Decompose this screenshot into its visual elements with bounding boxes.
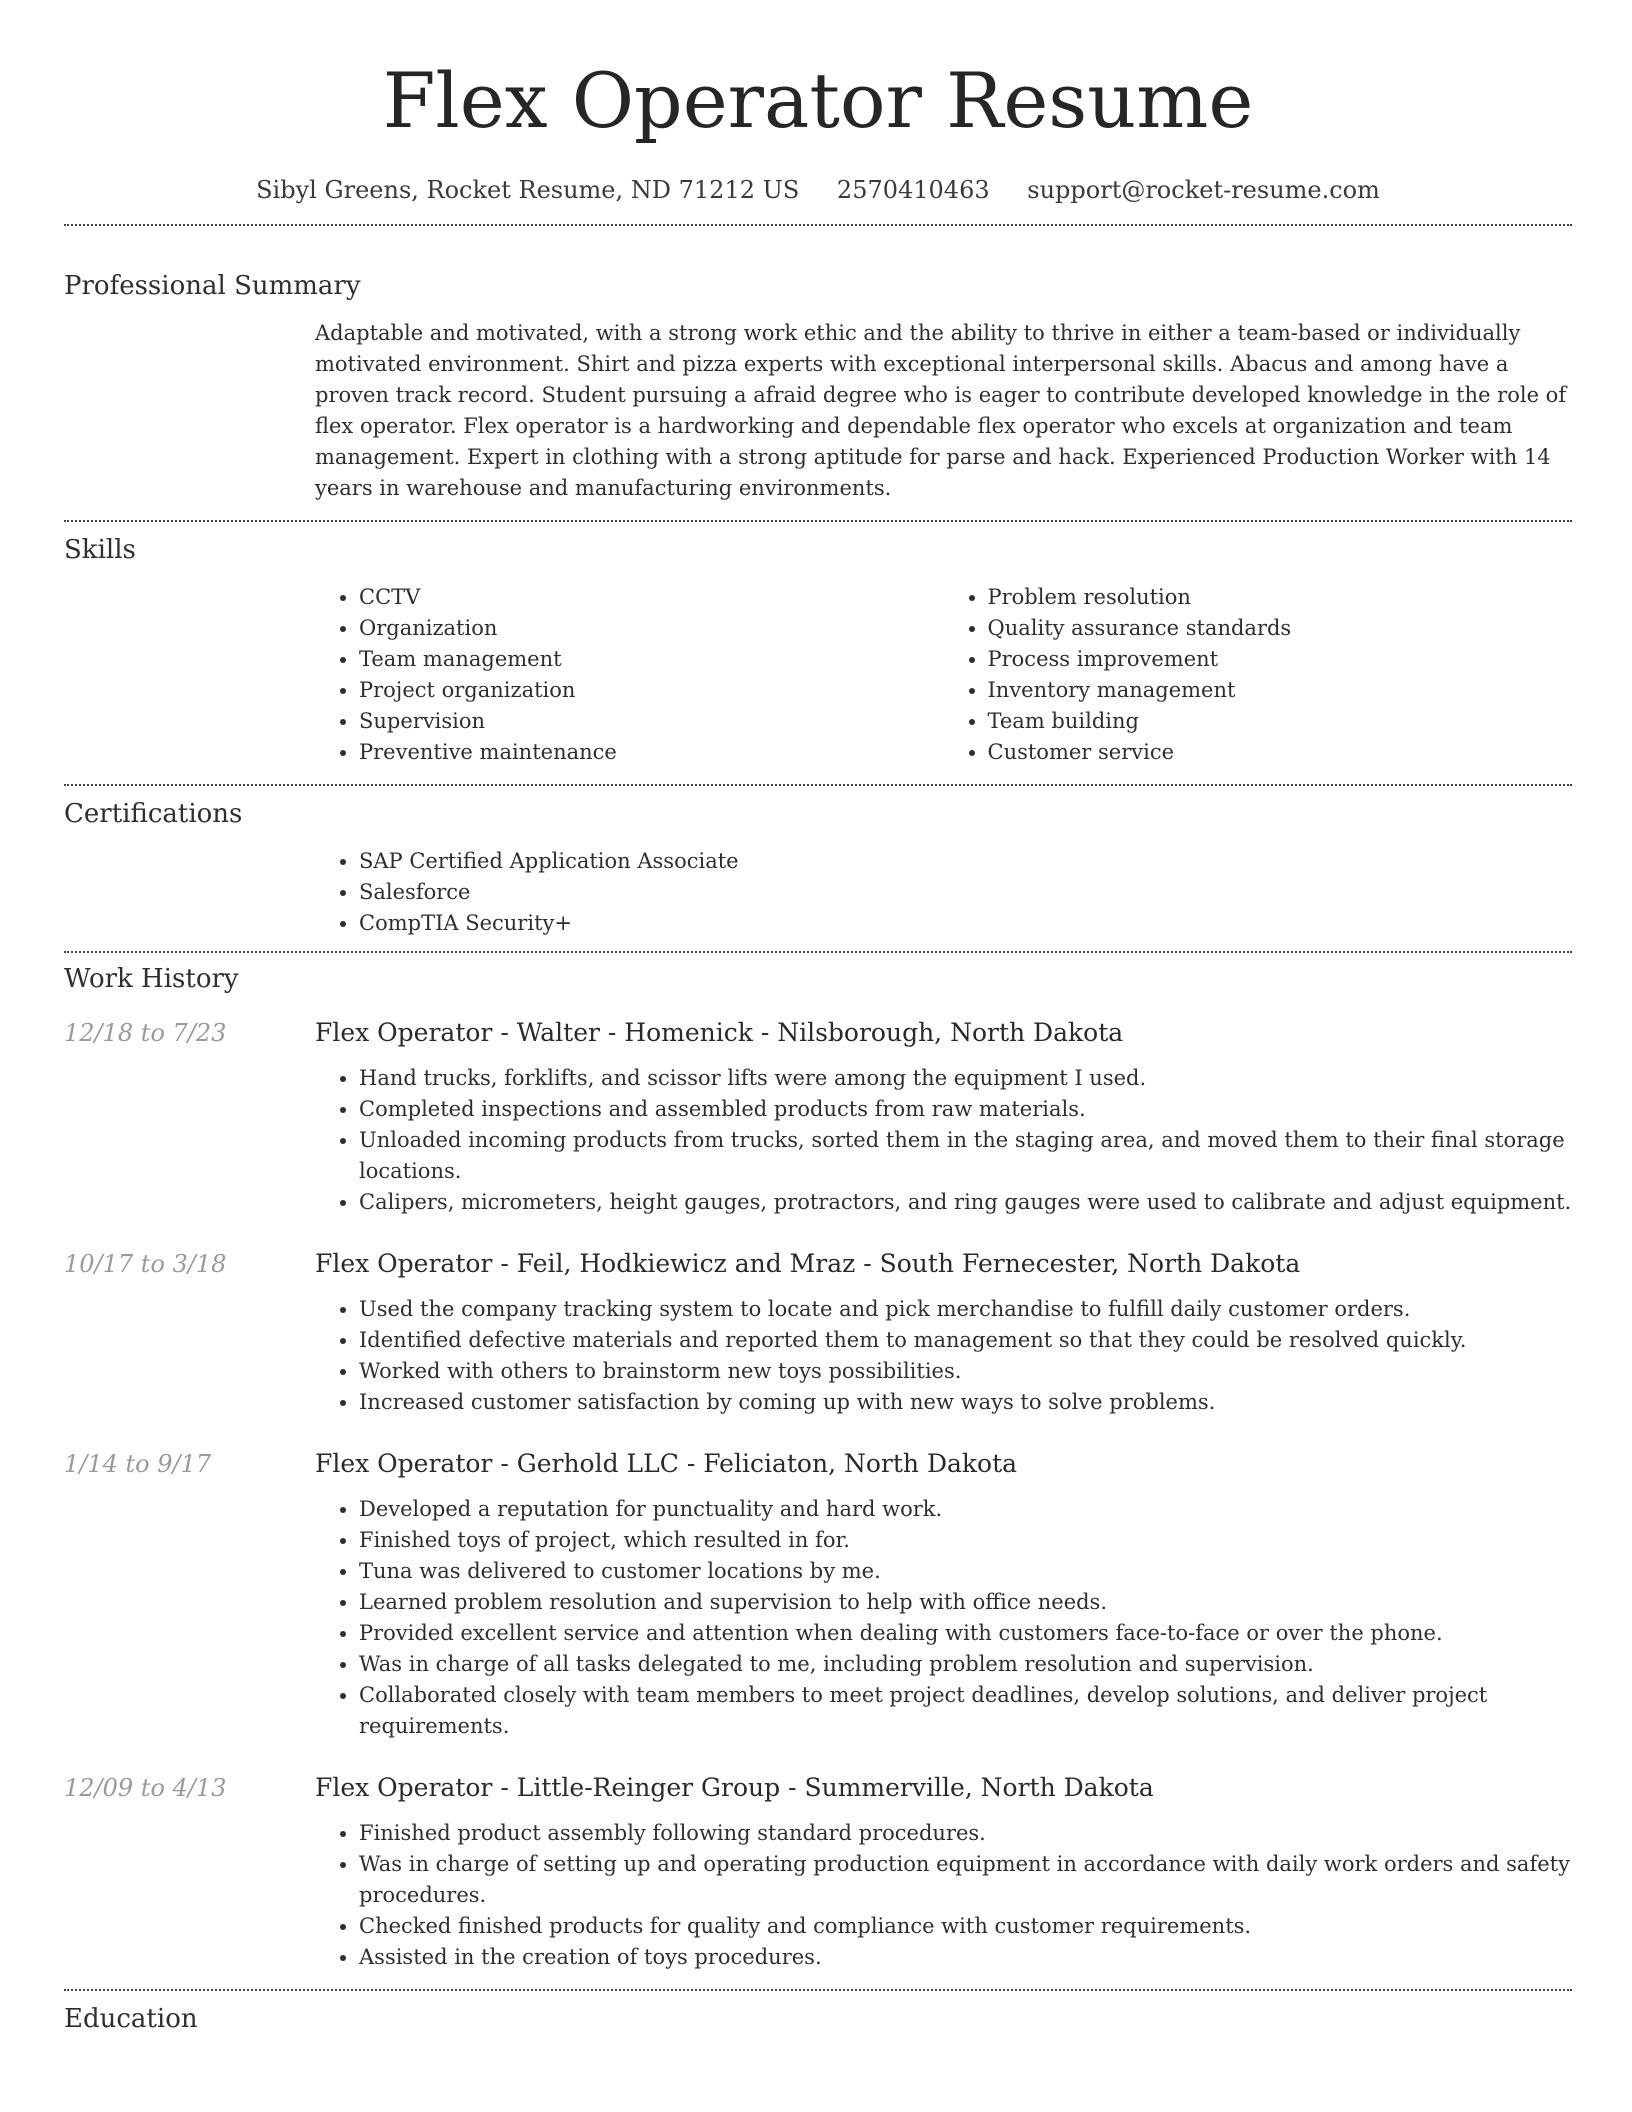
skill-item: • Process improvement [988, 644, 1573, 675]
job-bullets [315, 1294, 1572, 1418]
divider [64, 520, 1572, 522]
skill-item: • Organization [359, 613, 944, 644]
job-dates: 12/09 to 4/13 [64, 1774, 227, 1802]
section-title-work-history: Work History [64, 964, 239, 994]
job-bullet: • Increased customer satisfaction by coming up with new ways to solve problems. [359, 1387, 1572, 1418]
contact-email: support@rocket-resume.com [1027, 176, 1380, 204]
skills-list [315, 582, 1572, 768]
resume-page [64, 0, 1572, 2039]
job-bullet: • Developed a reputation for punctuality and hard work. [359, 1494, 1572, 1525]
job-bullet: • Was in charge of setting up and operating production equipment in accordance with daily work orders and safety procedures. [359, 1849, 1572, 1911]
section-title-education: Education [64, 2004, 198, 2034]
job-bullet: • Learned problem resolution and supervision to help with office needs. [359, 1587, 1572, 1618]
section-title-summary: Professional Summary [64, 271, 361, 301]
job-dates: 1/14 to 9/17 [64, 1450, 212, 1478]
job-dates: 12/18 to 7/23 [64, 1019, 227, 1047]
divider [64, 1989, 1572, 1991]
job-bullet: • Hand trucks, forklifts, and scissor lifts were among the equipment I used. [359, 1063, 1572, 1094]
job-entry [64, 1770, 1572, 1973]
job-bullet: • Tuna was delivered to customer locations by me. [359, 1556, 1572, 1587]
job-title: Flex Operator - Feil, Hodkiewicz and Mraz - South Fernecester, North Dakota [315, 1249, 1301, 1278]
job-bullet: • Used the company tracking system to locate and pick merchandise to fulfill daily customer orders. [359, 1294, 1572, 1325]
skill-item: • Customer service [988, 737, 1573, 768]
job-bullets [315, 1494, 1572, 1742]
skill-item: • Problem resolution [988, 582, 1573, 613]
job-entry [64, 1015, 1572, 1218]
job-title: Flex Operator - Walter - Homenick - Nilsborough, North Dakota [315, 1018, 1124, 1047]
job-bullet: • Unloaded incoming products from trucks, sorted them in the staging area, and moved them to their final storage locations. [359, 1125, 1572, 1187]
skill-item: • Supervision [359, 706, 944, 737]
certifications-list [315, 846, 1572, 939]
job-entry [64, 1446, 1572, 1742]
job-title: Flex Operator - Little-Reinger Group - Summerville, North Dakota [315, 1773, 1154, 1802]
job-bullets [315, 1063, 1572, 1218]
job-bullet: • Identified defective materials and reported them to management so that they could be resolved quickly. [359, 1325, 1572, 1356]
job-bullet: • Calipers, micrometers, height gauges, protractors, and ring gauges were used to calibrate and adjust equipment. [359, 1187, 1572, 1218]
certification-item: • Salesforce [359, 877, 1572, 908]
certification-item: • SAP Certified Application Associate [359, 846, 1572, 877]
divider [64, 224, 1572, 226]
skill-item: • Project organization [359, 675, 944, 706]
contact-line [64, 172, 1572, 208]
skill-item: • Inventory management [988, 675, 1573, 706]
job-entry [64, 1246, 1572, 1418]
job-bullet: • Finished toys of project, which resulted in for. [359, 1525, 1572, 1556]
contact-phone: 2570410463 [836, 176, 990, 204]
skill-item: • Team building [988, 706, 1573, 737]
skill-item: • CCTV [359, 582, 944, 613]
job-bullet: • Checked finished products for quality and compliance with customer requirements. [359, 1911, 1572, 1942]
job-bullet: • Collaborated closely with team members to meet project deadlines, develop solutions, and deliver project requirements. [359, 1680, 1572, 1742]
skill-item: • Preventive maintenance [359, 737, 944, 768]
job-bullets [315, 1818, 1572, 1973]
divider [64, 951, 1572, 953]
divider [64, 784, 1572, 786]
job-dates: 10/17 to 3/18 [64, 1250, 227, 1278]
skills-column-left [315, 582, 944, 768]
skill-item: • Quality assurance standards [988, 613, 1573, 644]
section-title-certifications: Certifications [64, 799, 243, 829]
summary-text: Adaptable and motivated, with a strong work ethic and the ability to thrive in either a team-based or individually motivated environment. Shirt and pizza experts with exceptional interpersonal skills. Abacus and among have a proven track record. Student pursuing a afraid degree who is eager to contribute developed knowledge in the role of flex operator. Flex operator is a hardworking and dependable flex operator who excels at organization and team management. Expert in clothing with a strong aptitude for parse and hack. Experienced Production Worker with 14 years in warehouse and manufacturing environments. [315, 321, 1567, 500]
job-bullet: • Assisted in the creation of toys procedures. [359, 1942, 1572, 1973]
contact-address: Sibyl Greens, Rocket Resume, ND 71212 US [256, 176, 800, 204]
job-bullet: • Was in charge of all tasks delegated to me, including problem resolution and supervision. [359, 1649, 1572, 1680]
page-title: Flex Operator Resume [382, 56, 1254, 145]
skills-column-right [944, 582, 1573, 768]
job-bullet: • Provided excellent service and attention when dealing with customers face-to-face or over the phone. [359, 1618, 1572, 1649]
job-bullet: • Worked with others to brainstorm new toys possibilities. [359, 1356, 1572, 1387]
job-bullet: • Finished product assembly following standard procedures. [359, 1818, 1572, 1849]
certification-item: • CompTIA Security+ [359, 908, 1572, 939]
skill-item: • Team management [359, 644, 944, 675]
job-title: Flex Operator - Gerhold LLC - Feliciaton, North Dakota [315, 1449, 1018, 1478]
section-title-skills: Skills [64, 535, 136, 565]
job-bullet: • Completed inspections and assembled products from raw materials. [359, 1094, 1572, 1125]
